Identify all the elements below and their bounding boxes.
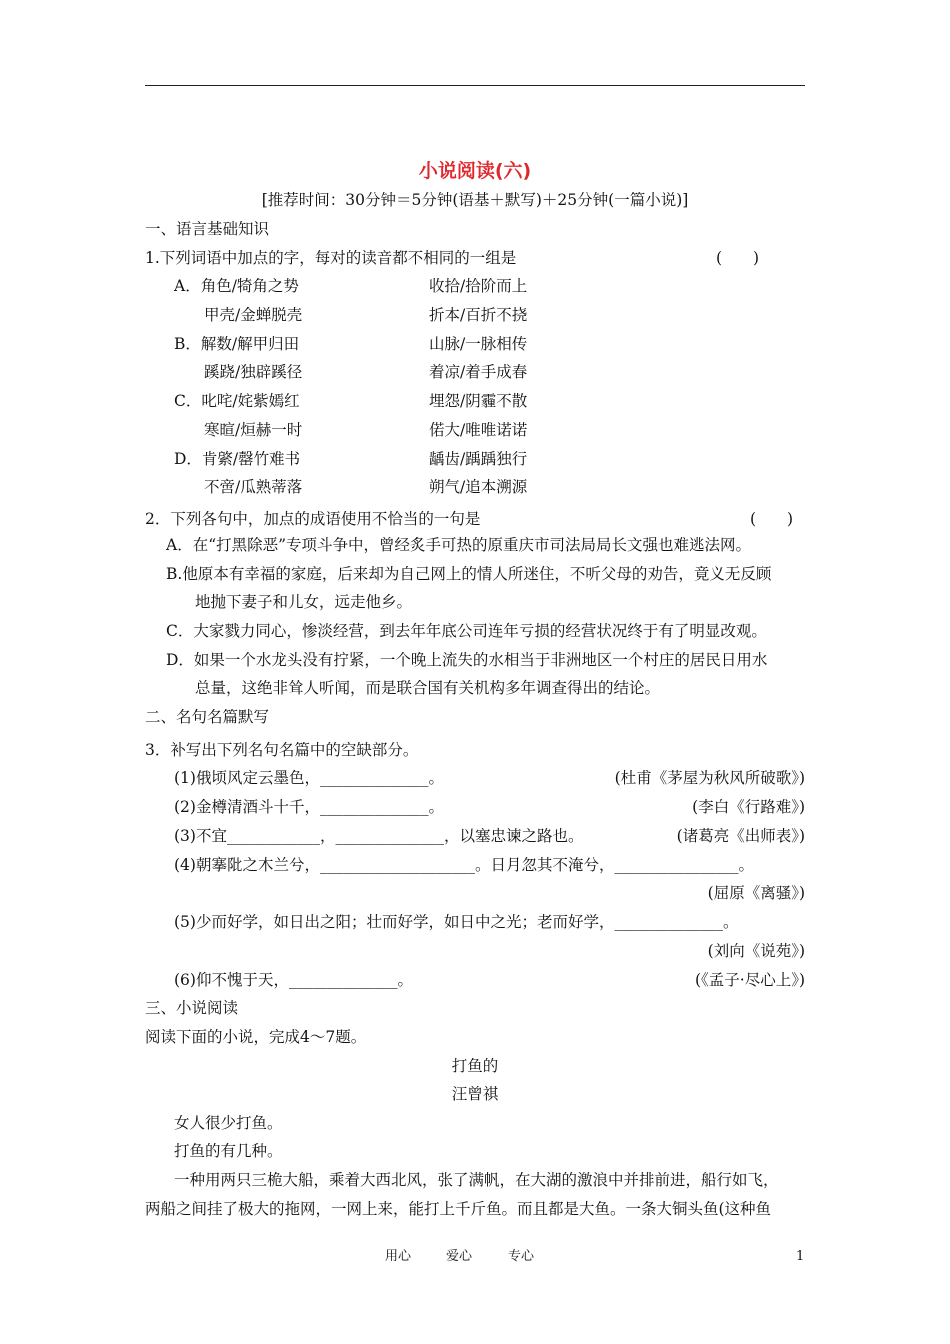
source-citation: (诸葛亮《出师表》) xyxy=(676,827,805,845)
recommended-time: [推荐时间：30分钟＝5分钟(语基＋默写)＋25分钟(一篇小说)] xyxy=(261,191,689,209)
section-heading: 二、名句名篇默写 xyxy=(145,708,270,726)
question-1-stem: 1.下列词语中加点的字，每对的读音都不相同的一组是 xyxy=(145,249,517,267)
footer-motto: 专心 xyxy=(508,1249,535,1264)
option-left: 不啻/瓜熟蒂落 xyxy=(204,478,303,496)
source-citation: (李白《行路难》) xyxy=(692,798,805,816)
option-left: C．叱咤/姹紫嫣红 xyxy=(174,392,300,410)
answer-paren: ( ) xyxy=(716,249,760,267)
source-citation: (杜甫《茅屋为秋风所破歌》) xyxy=(614,769,805,787)
option-d-cont: 总量，这绝非耸人听闻，而是联合国有关机构多年调查得出的结论。 xyxy=(195,679,661,697)
story-paragraph: 一种用两只三桅大船，乘着大西北风，张了满帆，在大湖的激浪中并排前进，船行如飞， xyxy=(174,1171,779,1189)
section-heading: 三、小说阅读 xyxy=(145,999,239,1017)
option-right: 折本/百折不挠 xyxy=(429,306,528,324)
option-right: 山脉/一脉相传 xyxy=(429,335,528,353)
story-paragraph-cont: 两船之间挂了极大的拖网，一网上来，能打上千斤鱼。而且都是大鱼。一条大铜头鱼(这种鱼 xyxy=(145,1200,772,1218)
fill-blank-item: (4)朝搴阰之木兰兮，____________________。日月忽其不淹兮，________________。 xyxy=(174,856,754,874)
fill-blank-item: (1)俄顷风定云墨色，______________。 xyxy=(174,769,444,787)
option-right: 收拾/拾阶而上 xyxy=(429,277,528,295)
fill-blank-item: (5)少而好学，如日出之阳；壮而好学，如日中之光；老而好学，______________。 xyxy=(174,913,739,931)
option-left: 蹊跷/独辟蹊径 xyxy=(204,363,303,381)
footer-motto: 爱心 xyxy=(446,1249,473,1264)
option-left: D．肯綮/罄竹难书 xyxy=(174,450,301,468)
option-left: 寒暄/烜赫一时 xyxy=(204,421,303,439)
option-a: A．在“打黑除恶”专项斗争中，曾经炙手可热的原重庆市司法局局长文强也难逃法网。 xyxy=(166,536,752,554)
option-right: 龋齿/踽踽独行 xyxy=(429,450,528,468)
source-citation: (刘向《说苑》) xyxy=(707,942,805,960)
story-title: 打鱼的 xyxy=(451,1057,499,1075)
option-right: 埋怨/阴霾不散 xyxy=(429,392,528,410)
option-right: 偌大/唯唯诺诺 xyxy=(429,421,528,439)
option-b: B.他原本有幸福的家庭，后来却为自己网上的情人所迷住，不听父母的劝告，竟义无反顾 xyxy=(166,565,772,583)
fill-blank-item: (3)不宜____________，______________，以塞忠谏之路也。 xyxy=(174,827,584,845)
source-citation: (《孟子·尽心上》) xyxy=(694,971,805,989)
story-paragraph: 打鱼的有几种。 xyxy=(174,1142,283,1160)
question-3-stem: 3．补写出下列名句名篇中的空缺部分。 xyxy=(145,741,419,759)
option-right: 朔气/追本溯源 xyxy=(429,478,528,496)
source-citation: (屈原《离骚》) xyxy=(707,884,805,902)
footer-motto: 用心 xyxy=(385,1249,412,1264)
section-heading: 一、语言基础知识 xyxy=(145,220,270,238)
option-c: C．大家戮力同心，惨淡经营，到去年年底公司连年亏损的经营状况终于有了明显改观。 xyxy=(166,622,767,640)
story-author: 汪曾祺 xyxy=(451,1085,499,1103)
option-right: 着凉/着手成春 xyxy=(429,363,528,381)
option-b-cont: 地抛下妻子和儿女，远走他乡。 xyxy=(195,593,413,611)
fill-blank-item: (6)仰不愧于天，______________。 xyxy=(174,971,413,989)
reading-intro: 阅读下面的小说，完成4～7题。 xyxy=(145,1028,367,1046)
option-left: B．解数/解甲归田 xyxy=(174,335,300,353)
question-2-stem: 2．下列各句中，加点的成语使用不恰当的一句是 xyxy=(145,510,481,528)
page-number: 1 xyxy=(796,1249,805,1264)
answer-paren: ( ) xyxy=(750,510,794,528)
header-rule xyxy=(145,85,805,86)
story-paragraph: 女人很少打鱼。 xyxy=(174,1114,283,1132)
option-left: A．角色/犄角之势 xyxy=(174,277,299,295)
option-left: 甲壳/金蝉脱壳 xyxy=(204,306,303,324)
fill-blank-item: (2)金樽清酒斗十千，______________。 xyxy=(174,798,444,816)
option-d: D．如果一个水龙头没有拧紧，一个晚上流失的水相当于非洲地区一个村庄的居民日用水 xyxy=(166,651,768,669)
page-title: 小说阅读(六) xyxy=(418,160,532,182)
